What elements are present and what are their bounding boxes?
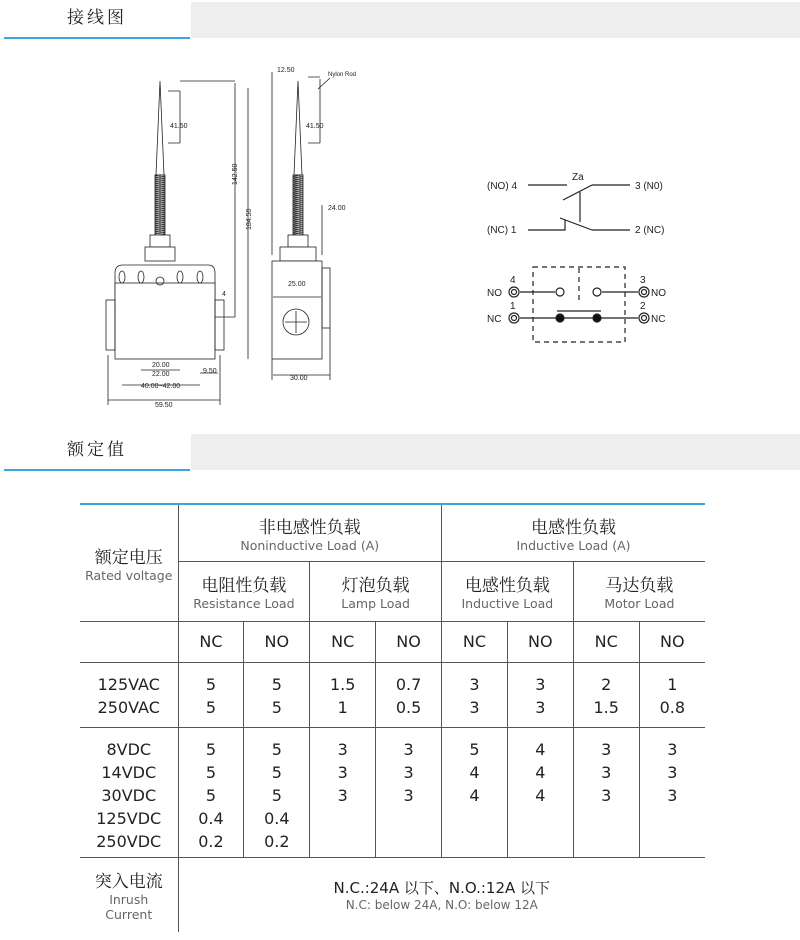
col-header-no: NO bbox=[639, 621, 705, 662]
current-value: 3 bbox=[337, 785, 348, 805]
current-value: 1 bbox=[337, 697, 348, 717]
svg-text:40.00~42.00: 40.00~42.00 bbox=[141, 383, 181, 390]
section-title: 接线图 bbox=[4, 0, 190, 39]
table-row-dc bbox=[80, 727, 705, 857]
current-value: 0.8 bbox=[659, 697, 686, 717]
svg-text:(NC) 1: (NC) 1 bbox=[487, 225, 517, 236]
voltage-value: 250VAC bbox=[97, 697, 160, 717]
value-cell bbox=[442, 727, 508, 857]
inrush-label: 突入电流 Inrush Current bbox=[80, 857, 178, 932]
value-cell bbox=[310, 727, 376, 857]
svg-text:20.00: 20.00 bbox=[152, 362, 170, 369]
current-value: 3 bbox=[667, 739, 678, 759]
current-value: 3 bbox=[337, 762, 348, 782]
voltage-value: 250VDC bbox=[96, 831, 162, 851]
current-value: 3 bbox=[601, 739, 612, 759]
current-value: 3 bbox=[667, 762, 678, 782]
svg-text:(NO) 4: (NO) 4 bbox=[487, 181, 517, 192]
current-value: 5 bbox=[271, 762, 282, 782]
current-value: 5 bbox=[271, 697, 282, 717]
wiring-schematic bbox=[480, 160, 710, 350]
value-cell bbox=[639, 662, 705, 727]
svg-text:NO: NO bbox=[651, 288, 666, 299]
current-value: 3 bbox=[601, 785, 612, 805]
current-value: 0.2 bbox=[264, 831, 290, 851]
voltage-cell bbox=[80, 727, 178, 857]
col-header-nc: NC bbox=[310, 621, 376, 662]
current-value: 4 bbox=[535, 785, 546, 805]
value-cell bbox=[376, 662, 442, 727]
value-cell bbox=[178, 662, 244, 727]
rating-table bbox=[80, 503, 705, 932]
voltage-value: 8VDC bbox=[106, 739, 152, 759]
current-value: 4 bbox=[469, 785, 480, 805]
section-header-wiring bbox=[0, 0, 800, 40]
current-value: 4 bbox=[535, 762, 546, 782]
value-cell bbox=[573, 727, 639, 857]
section-title: 额定值 bbox=[4, 432, 190, 471]
value-cell bbox=[244, 727, 310, 857]
voltage-value: 125VDC bbox=[96, 808, 162, 828]
svg-text:NC: NC bbox=[651, 314, 666, 325]
voltage-cell bbox=[80, 662, 178, 727]
current-value: 5 bbox=[469, 739, 480, 759]
current-value: 0.5 bbox=[395, 697, 422, 717]
current-value: 5 bbox=[205, 674, 217, 694]
col-header-nc: NC bbox=[573, 621, 639, 662]
svg-text:NC: NC bbox=[487, 314, 502, 325]
current-value: 1 bbox=[667, 674, 678, 694]
value-cell bbox=[244, 662, 310, 727]
current-value: 3 bbox=[403, 785, 414, 805]
svg-text:25.00: 25.00 bbox=[288, 281, 306, 288]
current-value: 1.5 bbox=[593, 697, 619, 717]
svg-text:30.00: 30.00 bbox=[290, 375, 308, 382]
current-value: 5 bbox=[271, 674, 282, 694]
current-value: 0.4 bbox=[264, 808, 290, 828]
noninductive-header: 非电感性负载 Noninductive Load (A) bbox=[178, 504, 442, 561]
value-cell bbox=[376, 727, 442, 857]
value-cell bbox=[507, 727, 573, 857]
current-value: 0.7 bbox=[395, 674, 422, 694]
col-header-no: NO bbox=[244, 621, 310, 662]
section-header-rating bbox=[0, 432, 800, 472]
current-value: 0.4 bbox=[198, 808, 224, 828]
current-value: 5 bbox=[205, 762, 217, 782]
subheader: 电感性负载 Inductive Load bbox=[442, 561, 574, 621]
svg-text:3 (N0): 3 (N0) bbox=[635, 181, 663, 192]
svg-text:3: 3 bbox=[640, 275, 646, 286]
current-value: 3 bbox=[403, 762, 414, 782]
rated-voltage-header: 额定电压 Rated voltage bbox=[80, 504, 178, 621]
col-header-nc: NC bbox=[178, 621, 244, 662]
subheader: 灯泡负载 Lamp Load bbox=[310, 561, 442, 621]
svg-text:9.50: 9.50 bbox=[203, 368, 217, 375]
value-cell bbox=[639, 727, 705, 857]
svg-text:2: 2 bbox=[640, 301, 646, 312]
current-value: 1.5 bbox=[329, 674, 356, 694]
inductive-header: 电感性负载 Inductive Load (A) bbox=[442, 504, 706, 561]
svg-text:Za: Za bbox=[572, 172, 584, 183]
svg-text:Nylon Rod: Nylon Rod bbox=[328, 72, 357, 78]
current-value: 0.2 bbox=[198, 831, 224, 851]
voltage-value: 30VDC bbox=[101, 785, 157, 805]
current-value: 4 bbox=[469, 762, 480, 782]
svg-text:1: 1 bbox=[510, 301, 516, 312]
value-cell bbox=[507, 662, 573, 727]
svg-text:NO: NO bbox=[487, 288, 502, 299]
value-cell bbox=[442, 662, 508, 727]
value-cell bbox=[310, 662, 376, 727]
current-value: 3 bbox=[469, 697, 480, 717]
svg-text:41.50: 41.50 bbox=[306, 123, 324, 130]
current-value: 5 bbox=[271, 739, 282, 759]
current-value: 5 bbox=[205, 785, 217, 805]
current-value: 3 bbox=[601, 762, 612, 782]
current-value: 3 bbox=[469, 674, 480, 694]
col-header-nc: NC bbox=[442, 621, 508, 662]
current-value: 3 bbox=[535, 697, 546, 717]
current-value: 3 bbox=[667, 785, 678, 805]
svg-text:4: 4 bbox=[510, 275, 516, 286]
voltage-value: 125VAC bbox=[97, 674, 160, 694]
current-value: 3 bbox=[337, 739, 348, 759]
subheader: 马达负载 Motor Load bbox=[573, 561, 705, 621]
svg-text:184.50: 184.50 bbox=[246, 208, 253, 230]
svg-text:41.50: 41.50 bbox=[170, 123, 188, 130]
subheader: 电阻性负载 Resistance Load bbox=[178, 561, 310, 621]
nc-no-row bbox=[80, 621, 705, 662]
current-value: 4 bbox=[535, 739, 546, 759]
svg-text:4: 4 bbox=[222, 291, 226, 298]
dimension-drawing bbox=[0, 55, 420, 425]
inrush-value: N.C.:24A 以下、N.O.:12A 以下 N.C: below 24A, N.O: below 12A bbox=[178, 857, 705, 932]
current-value: 5 bbox=[271, 785, 282, 805]
voltage-value: 14VDC bbox=[101, 762, 157, 782]
svg-text:24.00: 24.00 bbox=[328, 205, 346, 212]
current-value: 3 bbox=[535, 674, 546, 694]
svg-text:12.50: 12.50 bbox=[277, 67, 295, 74]
table-row-inrush bbox=[80, 857, 705, 932]
svg-text:59.50: 59.50 bbox=[155, 402, 173, 409]
table-header-row bbox=[80, 504, 705, 561]
current-value: 3 bbox=[403, 739, 414, 759]
table-row-ac bbox=[80, 662, 705, 727]
svg-text:2 (NC): 2 (NC) bbox=[635, 225, 665, 236]
current-value: 5 bbox=[205, 739, 217, 759]
current-value: 2 bbox=[601, 674, 612, 694]
col-header-no: NO bbox=[376, 621, 442, 662]
svg-text:22.00: 22.00 bbox=[152, 371, 170, 378]
current-value: 5 bbox=[205, 697, 217, 717]
value-cell bbox=[178, 727, 244, 857]
svg-text:142.50: 142.50 bbox=[232, 163, 239, 185]
col-header-no: NO bbox=[507, 621, 573, 662]
value-cell bbox=[573, 662, 639, 727]
